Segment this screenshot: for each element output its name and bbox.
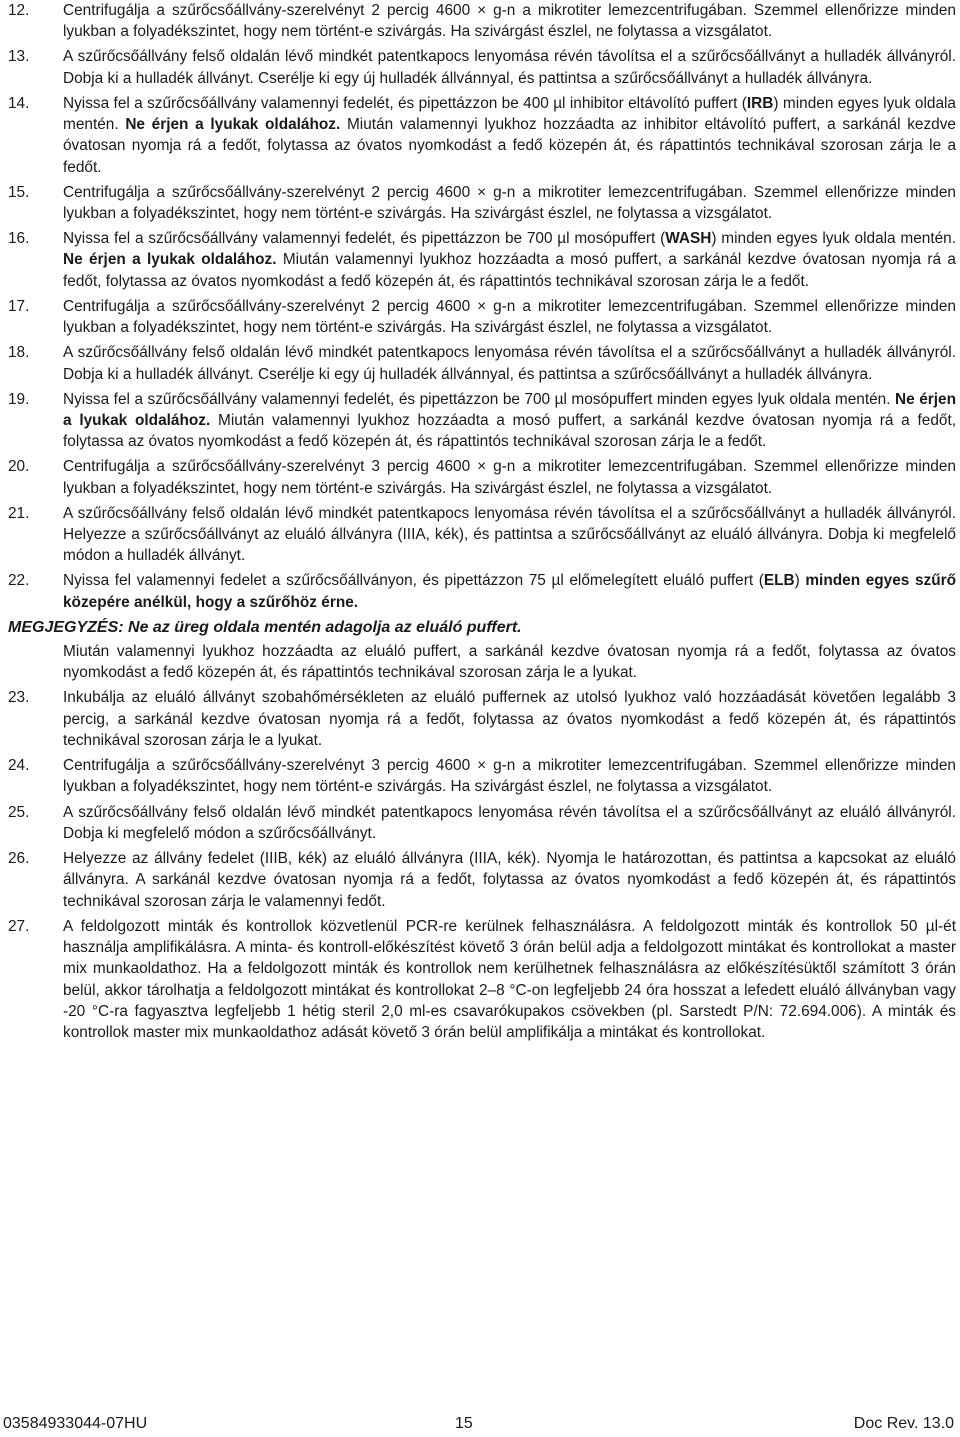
step-text-segment: Nyissa fel valamennyi fedelet a szűrőcsőállványon, és pipettázzon 75 µl előmelegített eluáló puffert ( bbox=[63, 572, 764, 590]
step-item bbox=[8, 456, 956, 499]
step-number: 22. bbox=[8, 572, 30, 590]
step-text bbox=[63, 918, 956, 1041]
step-item bbox=[8, 503, 956, 567]
step-text-segment: Miután valamennyi lyukhoz hozzáadta az inhibitor eltávolító puffert, a sarkánál kezdve óvatosan nyomja rá a fedőt, folytassa az óvatos nyomkodást a fedő közepén át, és rápattintós technikával szorosan zárja le a fedőt. bbox=[63, 116, 956, 176]
step-text bbox=[63, 95, 956, 176]
step-text-segment: Centrifugálja a szűrőcsőállvány-szerelvényt 2 percig 4600 × g-n a mikrotiter lemezcentrifugában. Szemmel ellenőrizze minden lyukban a folyadékszintet, hogy nem történt-e szivárgás. Ha szivárgást észlel, ne folytassa a vizsgálatot. bbox=[63, 183, 956, 223]
step-item bbox=[8, 802, 956, 845]
step-text-segment: Nyissa fel a szűrőcsőállvány valamennyi fedelét, és pipettázzon be 400 µl inhibitor eltávolító puffert ( bbox=[63, 94, 747, 112]
step-number: 27. bbox=[8, 917, 30, 935]
step-number: 21. bbox=[8, 504, 30, 522]
step-text bbox=[63, 230, 956, 290]
step-text bbox=[63, 572, 956, 610]
step-number: 23. bbox=[8, 689, 30, 707]
step-text-segment: ) bbox=[794, 572, 806, 590]
step-item bbox=[8, 228, 956, 292]
step-item bbox=[8, 848, 956, 912]
step-item bbox=[8, 916, 956, 1044]
step-text bbox=[63, 391, 956, 451]
step-item bbox=[8, 755, 956, 798]
step-item bbox=[8, 93, 956, 178]
step-text-segment: A szűrőcsőállvány felső oldalán lévő mindkét patentkapocs lenyomása révén távolítsa el a szűrőcsőállványt az eluáló állványról. Dobja ki megfelelő módon a szűrőcsőállványt. bbox=[63, 803, 956, 842]
emphasis-text: minden egyes szűrő közepére anélkül, hogy a szűrőhöz érne. bbox=[63, 572, 956, 611]
emphasis-text: Ne érjen a lyukak oldalához. bbox=[63, 251, 277, 269]
step-item bbox=[8, 570, 956, 613]
step-text bbox=[63, 48, 956, 86]
step-item bbox=[8, 0, 956, 43]
step-number: 19. bbox=[8, 390, 30, 408]
step-text-segment: Nyissa fel a szűrőcsőállvány valamennyi fedelét, és pipettázzon be 700 µl mosópuffert ( bbox=[63, 230, 666, 248]
emphasis-text: WASH bbox=[665, 230, 712, 248]
step-number: 12. bbox=[8, 2, 30, 19]
step-number: 18. bbox=[8, 344, 30, 362]
step-number: 24. bbox=[8, 757, 30, 775]
step-text bbox=[63, 850, 956, 910]
emphasis-text: ELB bbox=[763, 572, 795, 590]
step-text-segment: Inkubálja az eluáló állványt szobahőmérsékleten az eluáló puffernek az utolsó lyukhoz való hozzáadását követően legalább 3 percig, a sarkánál kezdve óvatosan nyomja rá a fedőt, folytassa az óvatos nyomkodást a fedő közepén át, és rápattintós technikával szorosan zárja le a lyukat. bbox=[63, 689, 956, 750]
step-number: 13. bbox=[8, 48, 30, 66]
step-item bbox=[8, 46, 956, 89]
step-text-segment: A szűrőcsőállvány felső oldalán lévő mindkét patentkapocs lenyomása révén távolítsa el a szűrőcsőállványt a hulladék állványról. Dobja ki a hulladék állványt. Cserélje ki egy új hulladék állvánnyal, és pattintsa a szűrőcsőállványt a hulladék állványra. bbox=[63, 344, 956, 383]
step-list bbox=[8, 0, 956, 613]
page-footer bbox=[3, 1415, 954, 1437]
step-text-segment: Centrifugálja a szűrőcsőállvány-szerelvényt 2 percig 4600 × g-n a mikrotiter lemezcentrifugában. Szemmel ellenőrizze minden lyukban a folyadékszintet, hogy nem történt-e szivárgás. Ha szivárgást észlel, ne folytassa a vizsgálatot. bbox=[63, 2, 956, 41]
document-body bbox=[8, 0, 956, 1047]
document-id: 03584933044-07HU bbox=[3, 1415, 148, 1432]
step-text bbox=[63, 298, 956, 336]
step-number: 26. bbox=[8, 849, 30, 867]
step-text-segment: Helyezze az állvány fedelet (IIIB, kék) az eluáló állványra (IIIA, kék). Nyomja le határozottan, és pattintsa a kapcsokat az eluáló állványra. A sarkánál kezdve óvatosan nyomja rá a fedőt, folytassa az óvatos nyomkodást a fedő közepén át, és rápattintós technikával szorosan zárja le valamennyi fedőt. bbox=[63, 849, 956, 910]
note-heading: MEGJEGYZÉS: Ne az üreg oldala mentén adagolja az eluáló puffert. bbox=[8, 618, 522, 636]
step-text-segment: Centrifugálja a szűrőcsőállvány-szerelvényt 3 percig 4600 × g-n a mikrotiter lemezcentrifugában. Szemmel ellenőrizze minden lyukban a folyadékszintet, hogy nem történt-e szivárgás. Ha szivárgást észlel, ne folytassa a vizsgálatot. bbox=[63, 458, 956, 497]
step-item bbox=[8, 296, 956, 339]
step-text bbox=[63, 184, 956, 222]
step-number: 25. bbox=[8, 803, 30, 821]
step-number: 14. bbox=[8, 94, 30, 112]
step-text bbox=[63, 458, 956, 496]
emphasis-text: IRB bbox=[746, 94, 774, 112]
step-text-segment: ) minden egyes lyuk oldala mentén. bbox=[63, 94, 956, 134]
document-revision: Doc Rev. 13.0 bbox=[853, 1415, 954, 1432]
step-text-segment: A szűrőcsőállvány felső oldalán lévő mindkét patentkapocs lenyomása révén távolítsa el a szűrőcsőállványt a hulladék állványról. Dobja ki a hulladék állványt. Cserélje ki egy új hulladék állvánnyal, és pattintsa a szűrőcsőállványt a hulladék állványra. bbox=[63, 48, 956, 87]
step-text-segment: ) minden egyes lyuk oldala mentén. bbox=[711, 230, 956, 248]
step-text bbox=[63, 505, 956, 565]
step-text bbox=[63, 2, 956, 40]
step-number: 17. bbox=[8, 297, 30, 315]
emphasis-text: Ne érjen a lyukak oldalához. bbox=[63, 390, 956, 429]
page-number: 15 bbox=[455, 1415, 473, 1432]
step-list bbox=[8, 687, 956, 1043]
step-text bbox=[63, 689, 956, 749]
step-text-segment: Nyissa fel a szűrőcsőállvány valamennyi fedelét, és pipettázzon be 700 µl mosópuffert minden egyes lyuk oldala mentén. bbox=[63, 390, 896, 408]
note-paragraph: Miután valamennyi lyukhoz hozzáadta az eluáló puffert, a sarkánál kezdve óvatosan nyomja rá a fedőt, folytassa az óvatos nyomkodást a fedő közepén át, és rápattintós technikával szorosan zárja le a lyukat. bbox=[63, 643, 956, 682]
step-text-segment: Miután valamennyi lyukhoz hozzáadta a mosó puffert, a sarkánál kezdve óvatosan nyomja rá a fedőt, folytassa az óvatos nyomkodást a fedő közepén át, és rápattintós technikával szorosan zárja le a fedőt. bbox=[63, 251, 956, 290]
step-item bbox=[8, 389, 956, 453]
step-item bbox=[8, 687, 956, 751]
step-text bbox=[63, 344, 956, 382]
step-text bbox=[63, 757, 956, 795]
step-text-segment: A feldolgozott minták és kontrollok közvetlenül PCR-re kerülnek felhasználásra. A feldolgozott minták és kontrollok 50 µl-ét használja amplifikálásra. A minta- és kontroll-előkészítést követő 3 órán belül adja a feldolgozott mintákat és kontrollokat a master mix munkaoldathoz. Ha a feldolgozott minták és kontrollok nem kerülhetnek felhasználásra az előkészítésüktől számított 3 órán belül, akkor tárolhatja a feldolgozott mintákat és kontrollokat 2–8 °C-on legfeljebb 24 óra hosszat a lefedett eluáló állványban vagy -20 °C-ra fagyasztva legfeljebb 1 hétig steril 2,0 ml-es csavarókupakos csövekben (pl. Sarstedt P/N: 72.694.006). A minták és kontrollok master mix munkaoldathoz adását követő 3 órán belül amplifikálja a mintákat és kontrollokat. bbox=[63, 917, 956, 1042]
emphasis-text: Ne érjen a lyukak oldalához. bbox=[125, 116, 341, 134]
step-number: 16. bbox=[8, 230, 30, 248]
step-number: 15. bbox=[8, 183, 30, 201]
step-text-segment: A szűrőcsőállvány felső oldalán lévő mindkét patentkapocs lenyomása révén távolítsa el a szűrőcsőállványt a hulladék állványról. Helyezze a szűrőcsőállványt az eluáló állványra (IIIA, kék), és pattintsa a szűrőcsőállványt az eluáló állványra. Dobja ki megfelelő módon a hulladék állványt. bbox=[63, 504, 956, 565]
step-text-segment: Centrifugálja a szűrőcsőállvány-szerelvényt 3 percig 4600 × g-n a mikrotiter lemezcentrifugában. Szemmel ellenőrizze minden lyukban a folyadékszintet, hogy nem történt-e szivárgás. Ha szivárgást észlel, ne folytassa a vizsgálatot. bbox=[63, 757, 956, 796]
step-item bbox=[8, 182, 956, 225]
step-text-segment: Centrifugálja a szűrőcsőállvány-szerelvényt 2 percig 4600 × g-n a mikrotiter lemezcentrifugában. Szemmel ellenőrizze minden lyukban a folyadékszintet, hogy nem történt-e szivárgás. Ha szivárgást észlel, ne folytassa a vizsgálatot. bbox=[63, 297, 956, 337]
step-item bbox=[8, 342, 956, 385]
step-text-segment: Miután valamennyi lyukhoz hozzáadta a mosó puffert, a sarkánál kezdve óvatosan nyomja rá a fedőt, folytassa az óvatos nyomkodást a fedő közepén át, és rápattintós technikával szorosan zárja le a fedőt. bbox=[63, 411, 957, 451]
step-number: 20. bbox=[8, 458, 30, 476]
step-text bbox=[63, 804, 956, 842]
